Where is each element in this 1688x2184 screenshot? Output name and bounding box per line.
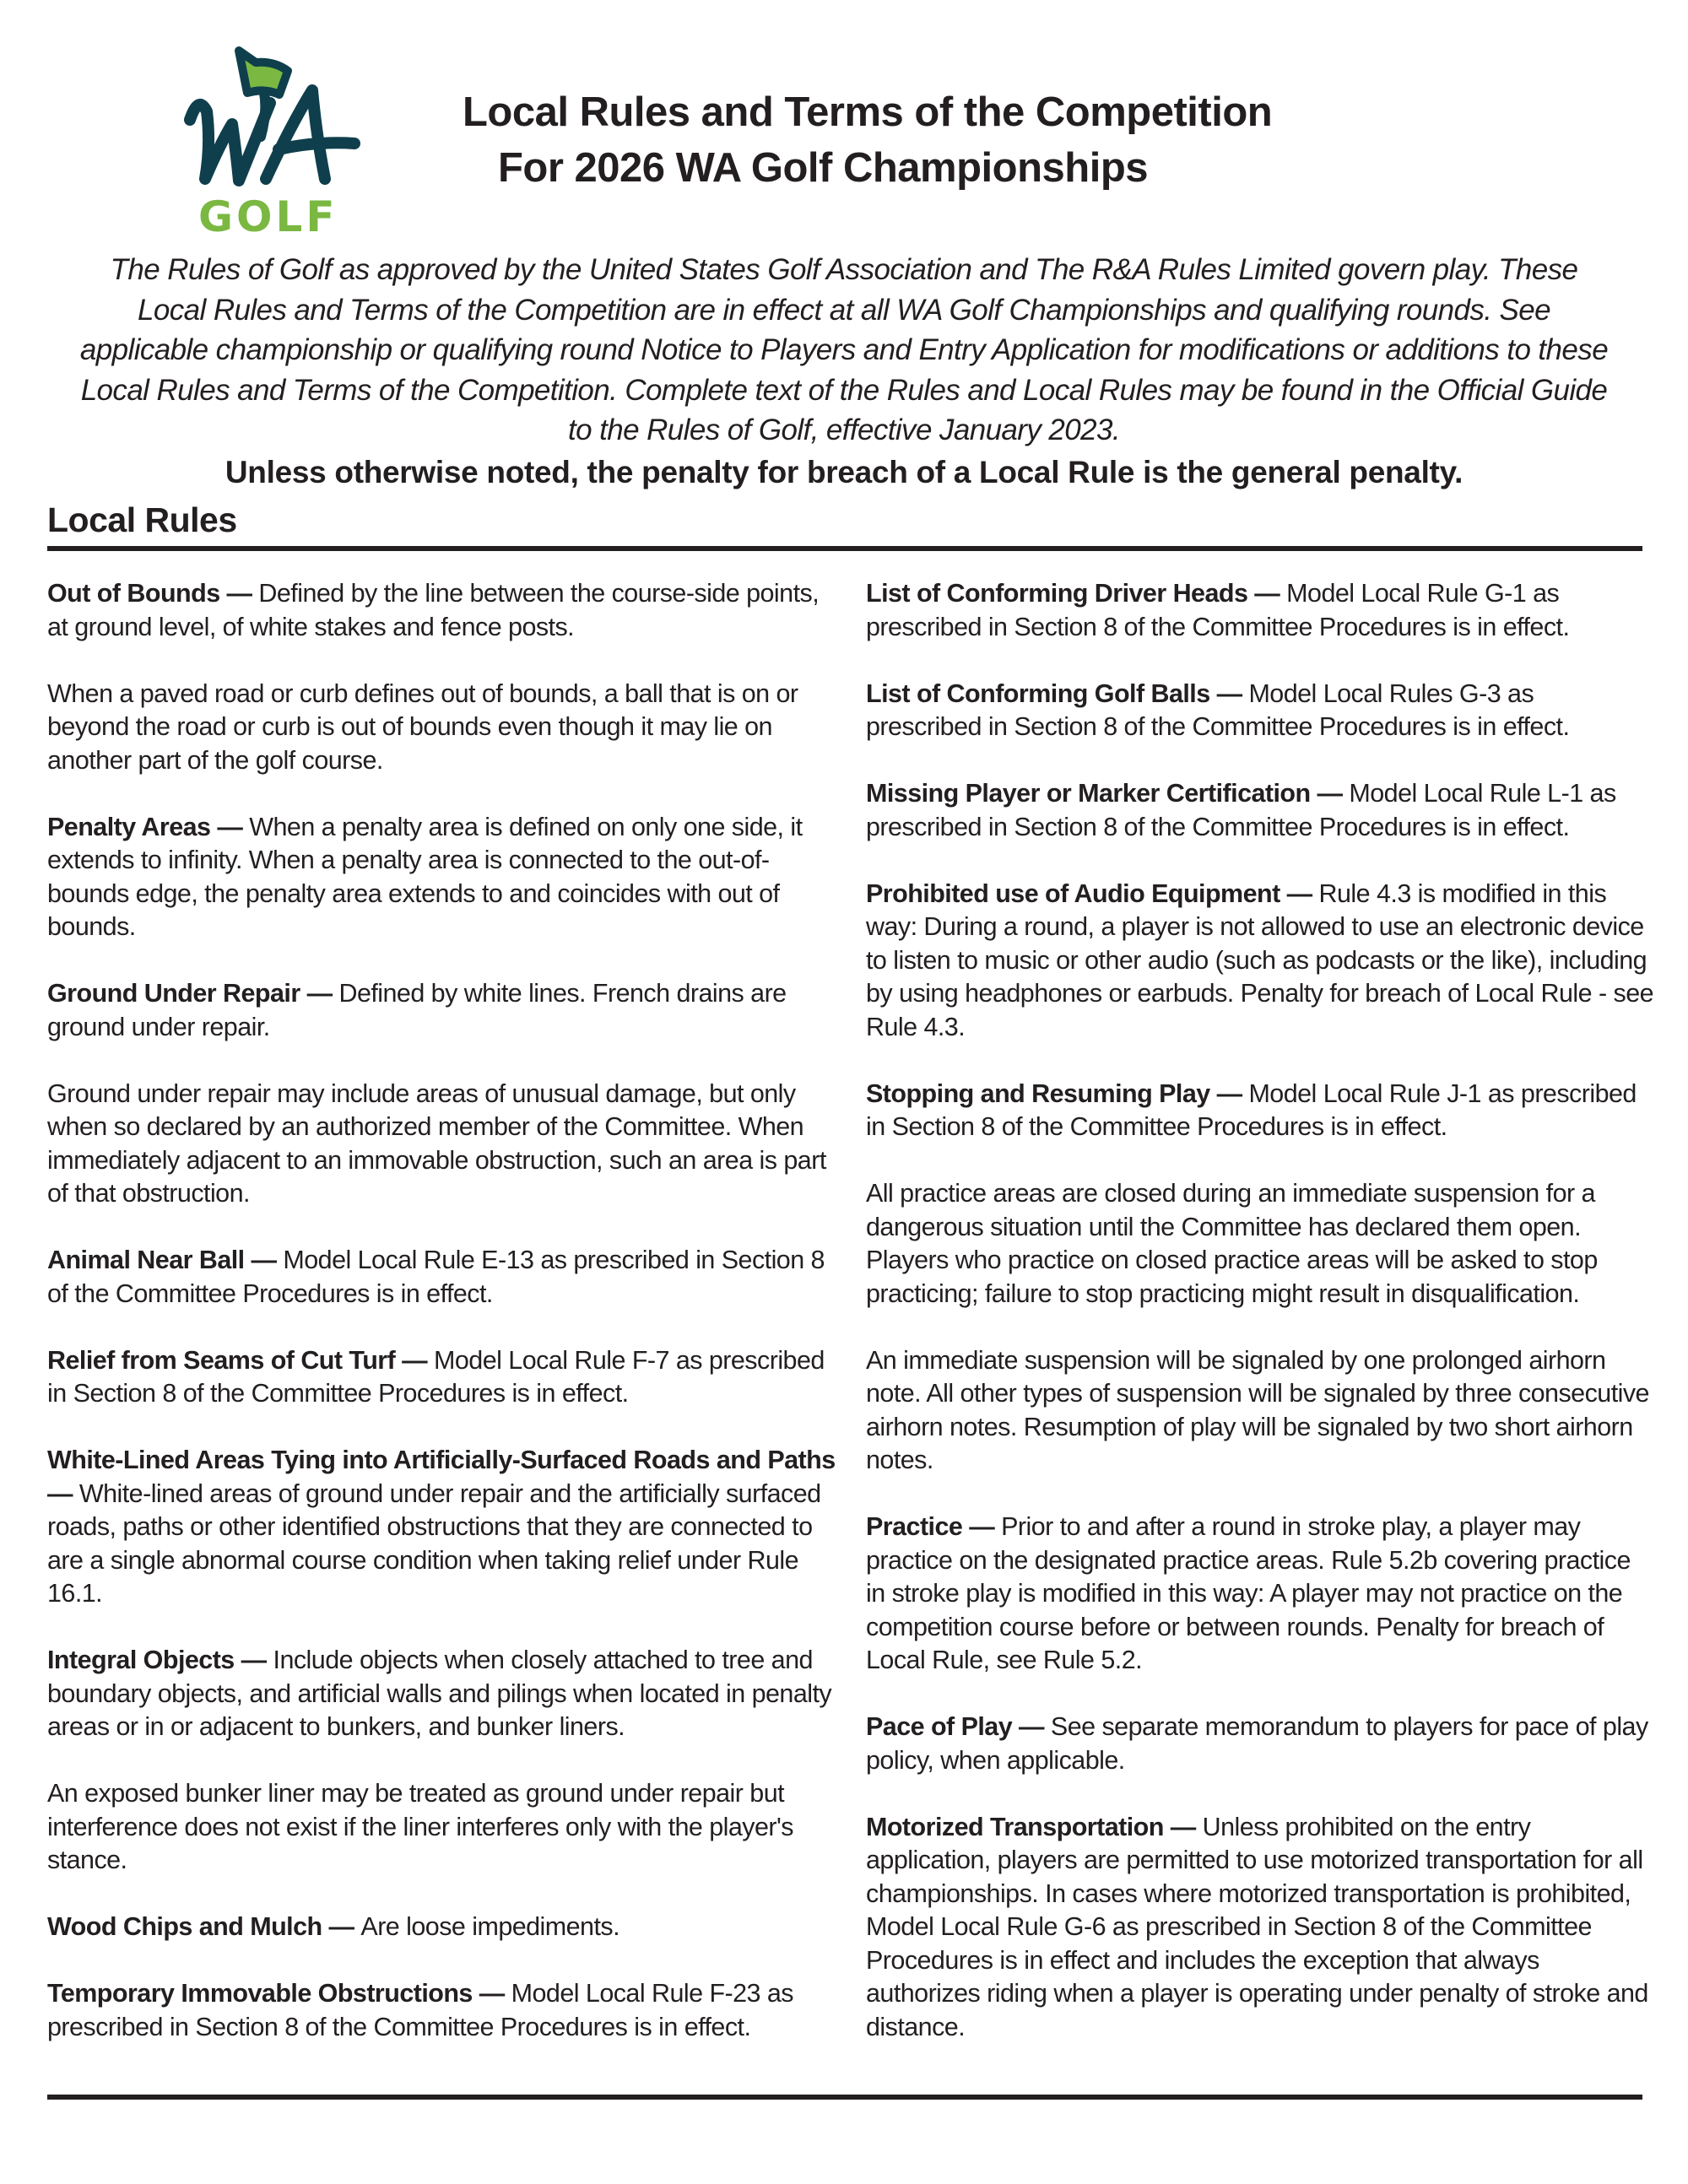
rule-text: Ground under repair may include areas of unusual damage, but only when so declared by an authorized member of the Committee. When immediately adjacent to an immovable obstruction, such an area is part of that obstruction. [47,1078,826,1208]
rule-text: Defined by white lines. French drains are ground under repair. [47,979,787,1041]
wa-golf-logo [173,44,376,238]
rule-heading: Penalty Areas — [47,812,250,841]
rule-paragraph [47,1777,841,1878]
general-penalty-note: Unless otherwise noted, the penalty for breach of a Local Rule is the general penalty. [225,455,1463,489]
rule-paragraph [866,577,1655,644]
rule-paragraph [866,678,1655,744]
rule-heading: White-Lined Areas Tying into Artificially-Surfaced Roads and Paths — [47,1446,836,1508]
rule-heading: Missing Player or Marker Certification — [866,779,1350,808]
rule-text: Model Local Rule L-1 as prescribed in Section 8 of the Committee Procedures is in effect. [866,779,1616,841]
divider-top [47,546,1642,551]
divider-bottom [47,2095,1642,2100]
rule-text: Model Local Rule F-7 as prescribed in Section 8 of the Committee Procedures is in effect. [47,1345,825,1408]
rule-paragraph [866,777,1655,844]
rule-text: When a penalty area is defined on only one side, it extends to infinity. When a penalty area is connected to the out-of-bounds edge, the penalty area extends to and coincides with out of bounds. [47,812,803,941]
rule-paragraph [47,1444,841,1611]
rule-paragraph [866,878,1655,1045]
rule-paragraph [866,1511,1655,1678]
rule-heading: Practice — [866,1512,1002,1541]
rule-text: Model Local Rule F-23 as prescribed in Section 8 of the Committee Procedures is in effect. [47,1979,793,2041]
rule-heading: Stopping and Resuming Play — [866,1078,1249,1108]
rule-heading: Integral Objects — [47,1646,273,1674]
rule-heading: Animal Near Ball — [47,1246,284,1274]
rule-paragraph [47,1977,841,2044]
title-line-2: For 2026 WA Golf Championships [498,145,1149,191]
rule-heading: Relief from Seams of Cut Turf — [47,1345,435,1375]
rule-text: When a paved road or curb defines out of bounds, a ball that is on or beyond the road or curb is out of bounds even though it may lie on another part of the golf course. [47,678,798,775]
title-line-1: Local Rules and Terms of the Competition [463,89,1273,135]
left-column [47,577,841,2078]
rule-heading: Pace of Play — [866,1712,1051,1741]
rule-text: An immediate suspension will be signaled by one prolonged airhorn note. All other types of suspension will be signaled by three consecutive airhorn notes. Resumption of play will be signaled by two short airhorn notes. [866,1345,1649,1474]
rule-heading: List of Conforming Golf Balls — [866,678,1249,708]
rule-paragraph [47,1911,841,1944]
rule-heading: Prohibited use of Audio Equipment — [866,878,1319,908]
rule-text: Unless prohibited on the entry application, players are permitted to use motorized transportation for all championships. In cases where motorized transportation is prohibited, Model Local Rule G-6 as prescribed in Section 8 of the Committee Procedures is in effect and includes the exception that always authorizes riding when a player is operating under penalty of stroke and distance. [866,1812,1648,2041]
rule-paragraph [866,1177,1655,1311]
rule-text: Are loose impediments. [360,1912,620,1941]
rule-paragraph [47,1644,841,1744]
rule-text: Model Local Rules G-3 as prescribed in Section 8 of the Committee Procedures is in effect. [866,678,1570,741]
rule-text: See separate memorandum to players for pace of play policy, when applicable. [866,1712,1648,1775]
rule-text: An exposed bunker liner may be treated as ground under repair but interference does not exist if the liner interferes only with the player's stance. [47,1779,793,1874]
page-title [463,84,1391,196]
rule-paragraph [866,1711,1655,1777]
logo-golf-text: GOLF [198,192,338,238]
rule-text: Prior to and after a round in stroke play, a player may practice on the designated practice areas. Rule 5.2b covering practice in stroke play is modified in this way: A player may not practice on the competition course before or between rounds. Penalty for breach of Local Rule, see Rule 5.2. [866,1512,1631,1674]
rule-text: Defined by the line between the course-side points, at ground level, of white stakes and fence posts. [47,579,820,641]
right-column [866,577,1655,2078]
rule-text: All practice areas are closed during an immediate suspension for a dangerous situation until the Committee has declared them open. Players who practice on closed practice areas will be asked to stop practicing; failure to stop practicing might result in disqualification. [866,1179,1598,1308]
rule-paragraph [866,1811,1655,2045]
rule-heading: Ground Under Repair — [47,979,339,1008]
rule-text: White-lined areas of ground under repair and the artificially surfaced roads, paths or other identified obstructions that they are connected to are a single abnormal course condition when taking relief under Rule 16.1. [47,1479,821,1608]
rule-paragraph [47,977,841,1044]
rule-paragraph [47,811,841,944]
rule-paragraph [47,1078,841,1211]
rule-paragraph [47,1244,841,1311]
rule-paragraph [47,678,841,778]
section-heading: Local Rules [47,500,237,539]
rule-text: Include objects when closely attached to tree and boundary objects, and artificial walls and pilings when located in penalty areas or in or adjacent to bunkers, and bunker liners. [47,1646,832,1741]
rule-paragraph [47,1344,841,1411]
rule-paragraph [866,1344,1655,1478]
intro-paragraph: The Rules of Golf as approved by the United States Golf Association and The R&A Rules Limited govern play. These Local Rules and Terms of the Competition are in effect at all WA Golf Championships and qualifying rounds. See applicable championship or qualifying round Notice to Players and Entry Application for modifications or additions to these Local Rules and Terms of the Competition. Complete text of the Rules and Local Rules may be found in the Official Guide to the Rules of Golf, effective January 2023. [79,253,1609,446]
rule-heading: Out of Bounds — [47,579,259,608]
rule-paragraph [47,577,841,644]
rule-text: Model Local Rule G-1 as prescribed in Section 8 of the Committee Procedures is in effect. [866,579,1570,641]
rule-heading: List of Conforming Driver Heads — [866,579,1287,608]
rule-heading: Temporary Immovable Obstructions — [47,1979,511,2008]
rule-heading: Wood Chips and Mulch — [47,1912,361,1941]
rule-heading: Motorized Transportation — [866,1812,1203,1841]
rule-paragraph [866,1078,1655,1144]
rule-text: Model Local Rule J-1 as prescribed in Section 8 of the Committee Procedures is in effect. [866,1078,1637,1141]
rule-text: Rule 4.3 is modified in this way: During a round, a player is not allowed to use an electronic device to listen to music or other audio (such as podcasts or the like), including by using headphones or earbuds. Penalty for breach of Local Rule - see Rule 4.3. [866,878,1654,1041]
rule-text: Model Local Rule E-13 as prescribed in Section 8 of the Committee Procedures is in effect. [47,1246,825,1308]
wa-golf-logo-icon [173,44,376,238]
